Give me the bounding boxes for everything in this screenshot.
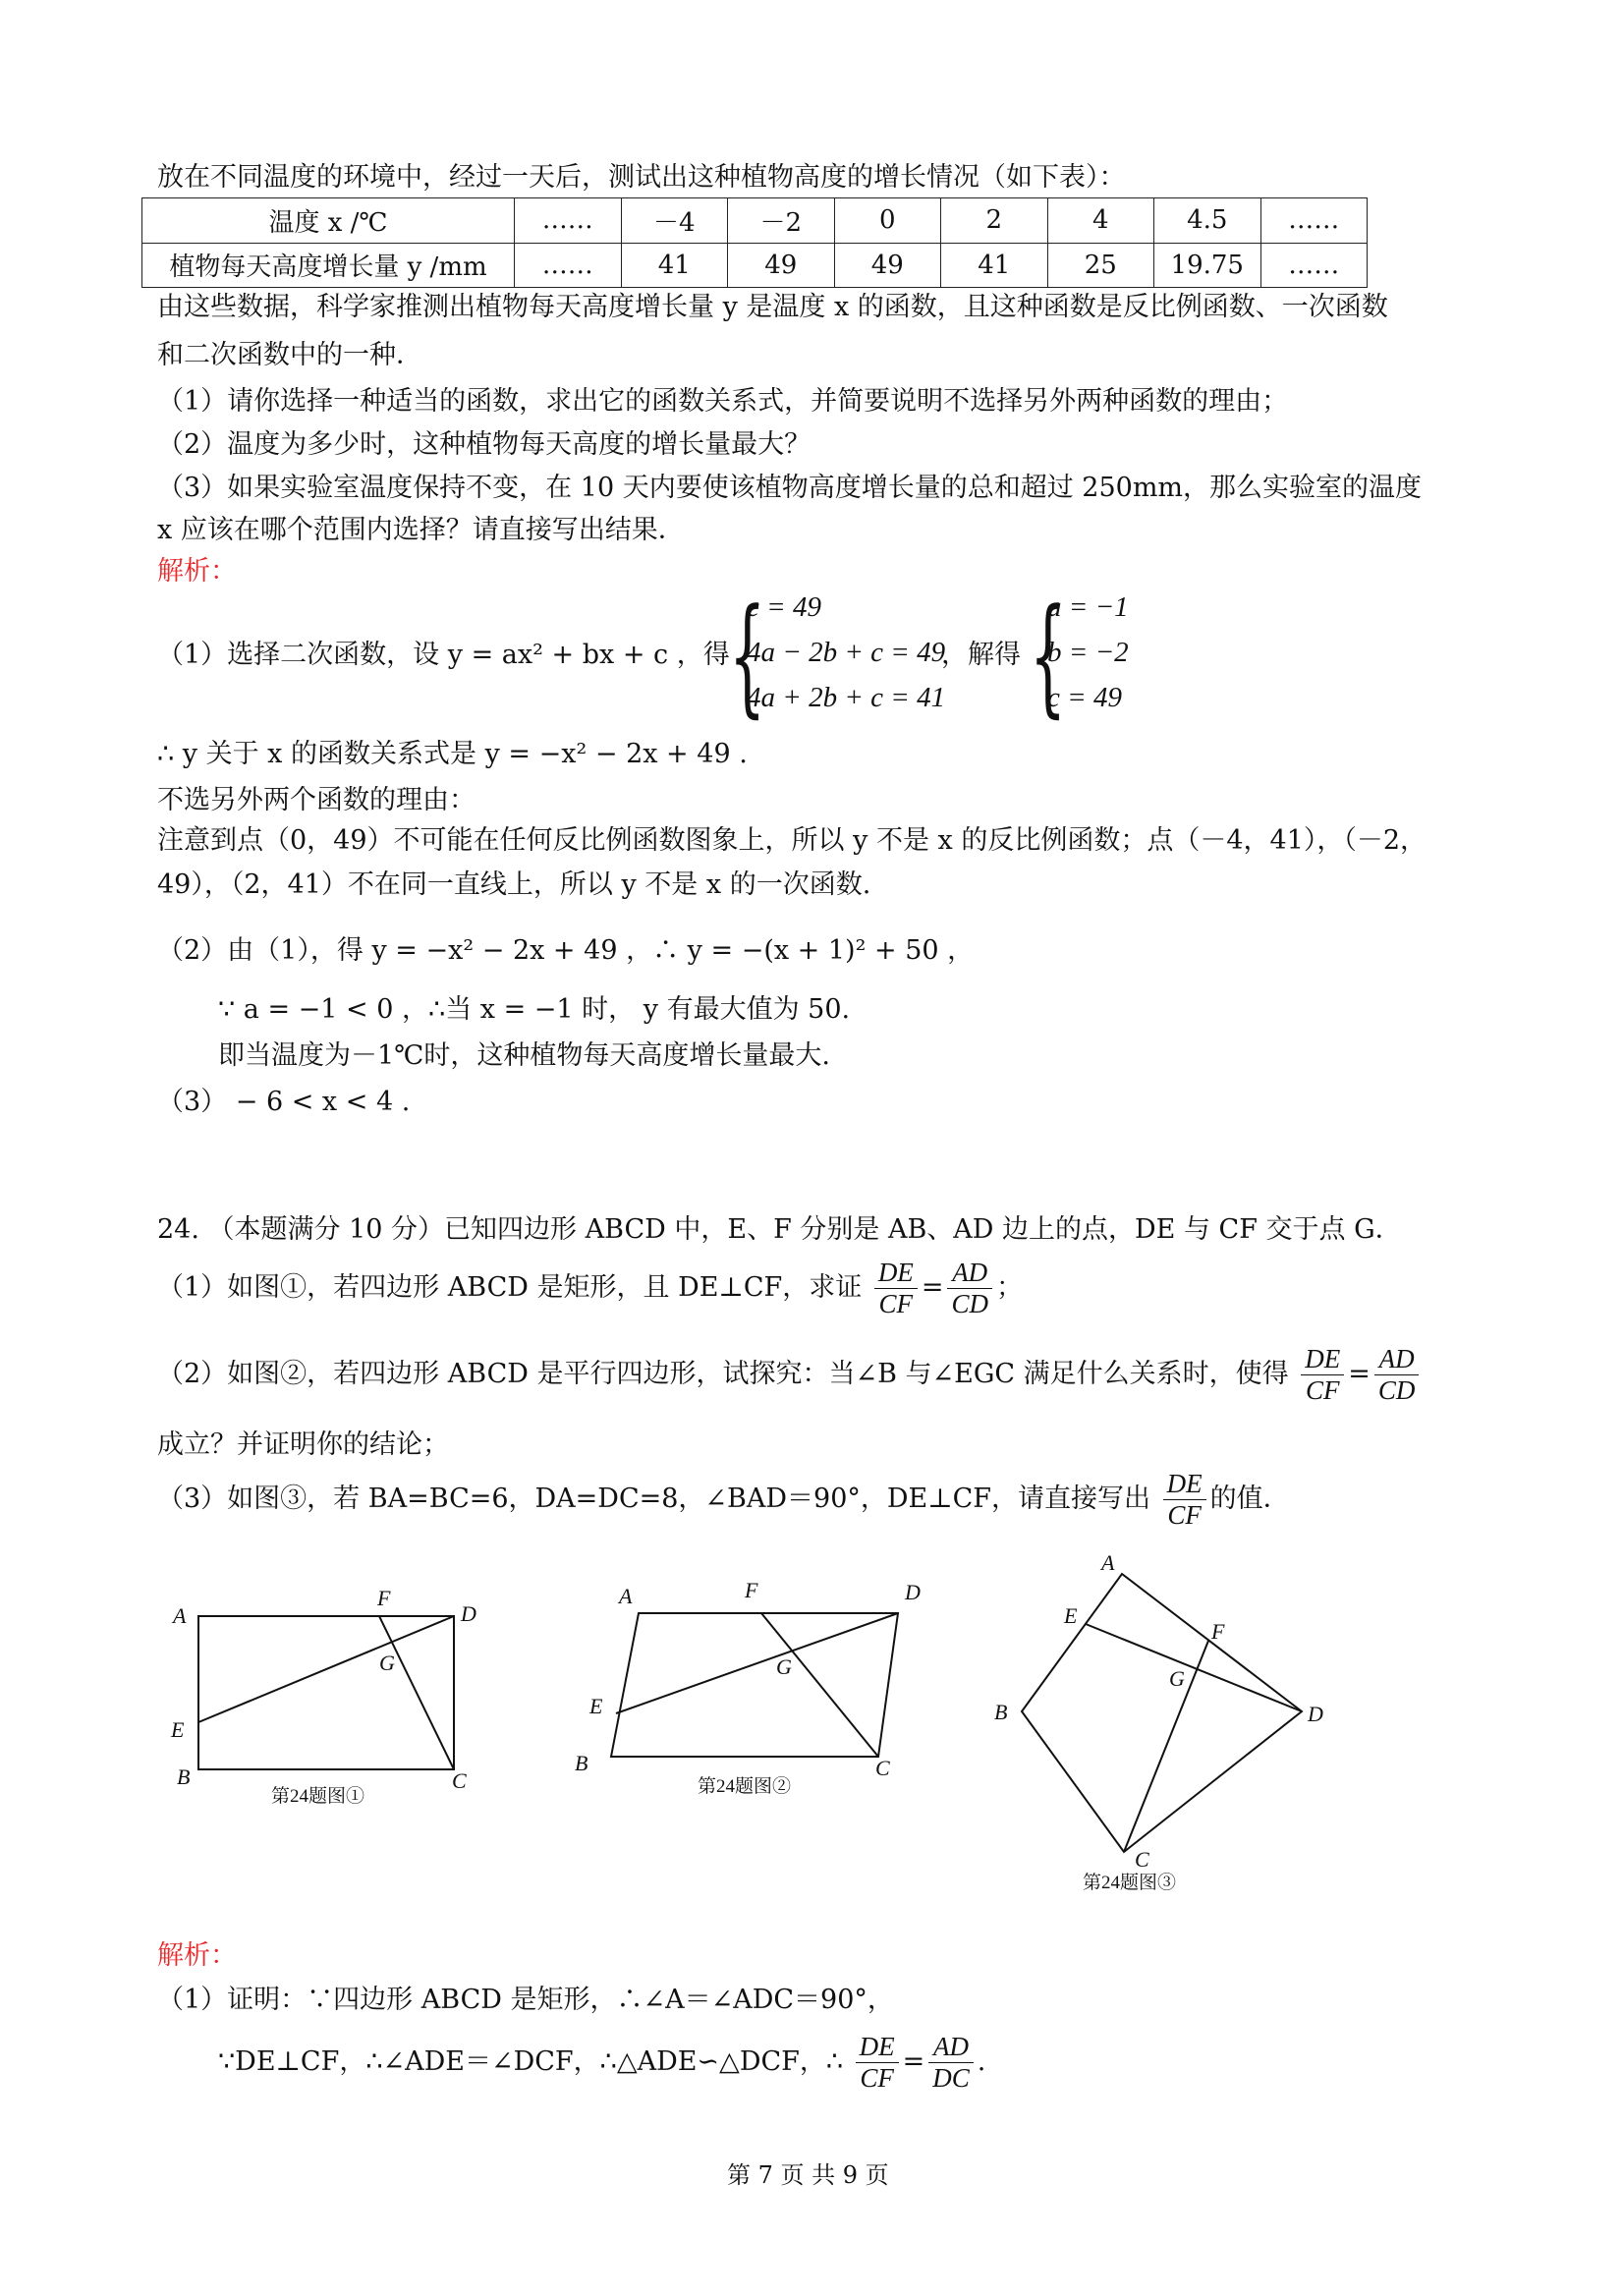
solution-step-3: （3） − 6 < x < 4 .: [157, 1087, 411, 1117]
question-24-2-cont: 成立？并证明你的结论；: [157, 1429, 449, 1460]
solution-24-step-1b: ∵DE⊥CF，∴∠ADE＝∠DCF，∴△ADE∽△DCF，∴ $\frac{DE}{CF}$ = $\frac{AD}{DC}$ .: [218, 2032, 986, 2094]
intro-line: 放在不同温度的环境中，经过一天后，测试出这种植物高度的增长情况（如下表）：: [157, 162, 1126, 193]
fraction: [1163, 1469, 1206, 1531]
equation-system: [729, 581, 955, 730]
reason-text: 49），（2，41）不在同一直线上，所以 y 不是 x 的一次函数.: [157, 869, 871, 900]
solution-step-1: （1）选择二次函数，设 y = ax² + bx + c ，得: [157, 640, 730, 670]
fraction: [874, 1258, 918, 1319]
question-text: （2）如图②，若四边形 ABCD 是平行四边形，试探究：当∠B 与∠EGC 满足什么关系时，使得: [157, 1359, 1289, 1390]
table-cell: －4: [621, 198, 728, 244]
fig2-caption: 第24题图②: [698, 1776, 792, 1797]
fraction: [1301, 1344, 1344, 1406]
fig3-label-b: B: [994, 1700, 1008, 1724]
fig1-line-de: [198, 1616, 454, 1722]
equation: 4a + 2b + c = 41: [747, 682, 946, 713]
table-cell: 4.5: [1154, 198, 1261, 244]
fig2-label-b: B: [575, 1751, 588, 1775]
solution-text: ∵DE⊥CF，∴∠ADE＝∠DCF，∴△ADE∽△DCF，∴: [218, 2046, 844, 2078]
fraction: [947, 1258, 992, 1319]
denominator: CF: [860, 2063, 894, 2094]
problem-text: 和二次函数中的一种．: [157, 340, 422, 370]
fig2-label-g: G: [776, 1654, 792, 1679]
table-cell: 2: [941, 198, 1048, 244]
fig3-label-a: A: [1101, 1550, 1115, 1575]
denominator: CF: [1306, 1375, 1340, 1406]
fig2-label-a: A: [619, 1584, 633, 1608]
geometry-figures: [0, 1542, 1623, 1896]
question-text: 的值．: [1209, 1484, 1290, 1515]
table-row: [142, 198, 1368, 244]
denominator: CF: [878, 1289, 914, 1319]
page-footer: 第 7 页 共 9 页: [727, 2161, 889, 2189]
fig1-label-a: A: [173, 1603, 187, 1628]
numerator: AD: [947, 1258, 992, 1289]
table-cell: ……: [1260, 198, 1368, 244]
numerator: DE: [1301, 1344, 1344, 1375]
solution-24-step-1: （1）证明：∵四边形 ABCD 是矩形，∴∠A＝∠ADC＝90°，: [157, 1985, 894, 2015]
reason-text: 注意到点（0，49）不可能在任何反比例函数图象上，所以 y 不是 x 的反比例函数；点（－4，41），（－2，: [157, 825, 1427, 856]
fig3-label-c: C: [1135, 1847, 1149, 1872]
fig3-line-de: [1086, 1624, 1302, 1711]
fig2-label-f: F: [745, 1578, 758, 1602]
question-text: （3）如图③，若 BA=BC=6，DA=DC=8，∠BAD＝90°，DE⊥CF，请直接写出: [157, 1484, 1151, 1515]
solution-system: [1030, 581, 1157, 730]
problem-text: 由这些数据，科学家推测出植物每天高度增长量 y 是温度 x 的函数，且这种函数是反比例函数、一次函数: [157, 292, 1388, 322]
fig1-label-e: E: [171, 1717, 185, 1742]
table-cell: 19.75: [1154, 243, 1261, 288]
table-cell: －2: [728, 198, 835, 244]
equation: c = 49: [1047, 682, 1122, 713]
table-cell: 41: [941, 243, 1048, 288]
numerator: AD: [928, 2032, 974, 2063]
fig3-label-d: D: [1308, 1702, 1323, 1726]
equation: c = 49: [747, 591, 821, 623]
solution-step-2: 即当温度为－1℃时，这种植物每天高度增长量最大.: [218, 1040, 830, 1071]
solution-result: ∴ y 关于 x 的函数关系式是 y = −x² − 2x + 49 .: [157, 739, 748, 769]
numerator: AD: [1374, 1344, 1420, 1375]
denominator: DC: [932, 2063, 970, 2094]
fraction: [928, 2032, 974, 2094]
question-24-3: [157, 1469, 1290, 1531]
fig3-caption: 第24题图③: [1083, 1873, 1177, 1893]
fig2-parallelogram: [611, 1613, 898, 1757]
fig1-caption: 第24题图①: [271, 1786, 365, 1807]
fig1-label-b: B: [177, 1764, 191, 1789]
solution-text: .: [977, 2046, 986, 2078]
table-cell: 49: [834, 243, 941, 288]
numerator: DE: [856, 2032, 899, 2063]
fig2-label-d: D: [905, 1580, 921, 1604]
fig3-line-cf: [1124, 1641, 1208, 1852]
fig1-label-c: C: [452, 1768, 467, 1793]
table-cell: 4: [1047, 198, 1154, 244]
fig2-label-e: E: [589, 1694, 603, 1718]
growth-table: [141, 197, 1368, 288]
table-cell: 25: [1047, 243, 1154, 288]
question-1: （1）请你选择一种适当的函数，求出它的函数关系式，并简要说明不选择另外两种函数的理由；: [157, 386, 1289, 417]
equation: b = −2: [1047, 637, 1129, 668]
question-3: （3）如果实验室温度保持不变，在 10 天内要使该植物高度增长量的总和超过 250mm，那么实验室的温度: [157, 473, 1423, 503]
fig3-label-f: F: [1211, 1619, 1225, 1644]
table-cell: 0: [834, 198, 941, 244]
question-3-cont: x 应该在哪个范围内选择？请直接写出结果．: [157, 515, 685, 545]
table-row: [142, 243, 1368, 288]
fraction: [1374, 1344, 1420, 1406]
equation: 4a − 2b + c = 49: [747, 637, 946, 668]
fig2-line-de: [616, 1613, 898, 1713]
table-cell: ……: [515, 198, 622, 244]
analysis-label: 解析：: [157, 556, 237, 587]
equation: a = −1: [1047, 591, 1129, 623]
question-24-2: （2）如图②，若四边形 ABCD 是平行四边形，试探究：当∠B 与∠EGC 满足什么关系时，使得 $\frac{DE}{CF}$ = $\frac{AD}{CD}$: [157, 1344, 1423, 1406]
denominator: CF: [1167, 1500, 1202, 1531]
numerator: DE: [874, 1258, 918, 1289]
table-cell: ……: [1260, 243, 1368, 288]
brace-icon: {: [1030, 581, 1067, 730]
solution-step-1-mid: ，解得: [941, 640, 1021, 670]
solution-step-2: ∵ a = −1 < 0 ，∴当 x = −1 时， y 有最大值为 50.: [218, 994, 851, 1025]
reason-title: 不选另外两个函数的理由：: [157, 785, 476, 815]
fig1-line-cf: [379, 1616, 454, 1769]
fig1-label-g: G: [379, 1651, 395, 1675]
fig1-label-d: D: [461, 1601, 476, 1626]
fig2-line-cf: [761, 1613, 878, 1757]
denominator: CD: [1377, 1375, 1416, 1406]
fig3-label-g: G: [1169, 1666, 1185, 1691]
solution-step-2: （2）由（1），得 y = −x² − 2x + 49 ，∴ y = −(x + 1)² + 50 ，: [157, 935, 975, 966]
analysis-label: 解析：: [157, 1940, 237, 1971]
table-header-temperature: 温度 x /℃: [142, 198, 515, 244]
question-24-1: （1）如图①，若四边形 ABCD 是矩形，且 DE⊥CF，求证 $\frac{DE}{CF}$ = $\frac{AD}{CD}$ ；: [157, 1258, 1023, 1319]
problem-24-title: 24. （本题满分 10 分）已知四边形 ABCD 中，E、F 分别是 AB、AD 边上的点，DE 与 CF 交于点 G．: [157, 1214, 1402, 1245]
fig2-label-c: C: [875, 1756, 890, 1780]
table-header-growth: 植物每天高度增长量 y /mm: [142, 243, 515, 288]
table-cell: ……: [515, 243, 622, 288]
question-2: （2）温度为多少时，这种植物每天高度的增长量最大？: [157, 429, 812, 460]
fraction: [856, 2032, 899, 2094]
denominator: CD: [951, 1289, 988, 1319]
table-cell: 41: [621, 243, 728, 288]
numerator: DE: [1163, 1469, 1206, 1500]
question-text: （1）如图①，若四边形 ABCD 是矩形，且 DE⊥CF，求证: [157, 1272, 863, 1304]
fig3-label-e: E: [1064, 1603, 1078, 1628]
question-text: ；: [995, 1272, 1023, 1304]
brace-icon: {: [729, 581, 766, 730]
fig1-label-f: F: [377, 1586, 391, 1610]
table-cell: 49: [728, 243, 835, 288]
